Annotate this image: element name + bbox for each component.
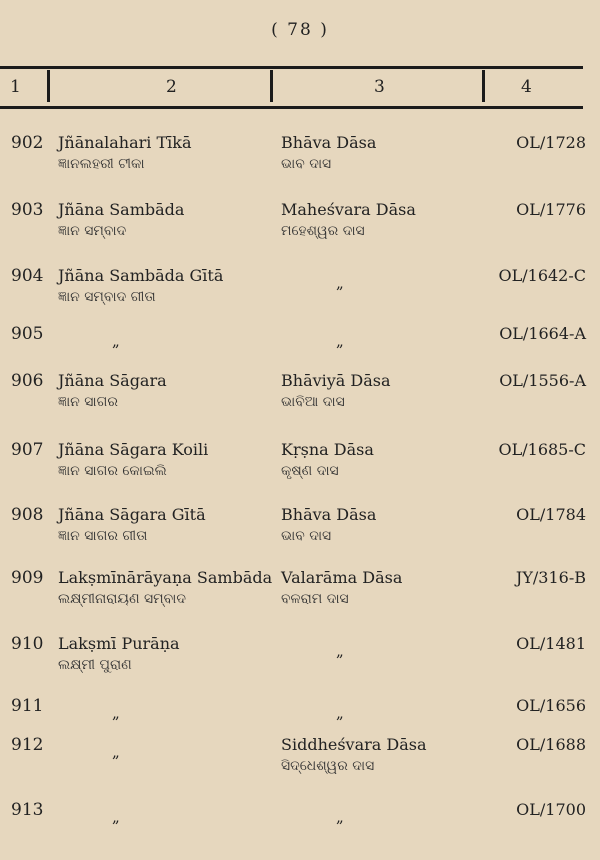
author-roman: Siddheśvara Dāsa bbox=[281, 735, 427, 754]
manuscript-reference: OL/1664-A bbox=[499, 324, 586, 343]
manuscript-reference: OL/1642-C bbox=[498, 266, 586, 285]
author-ditto-mark: „ bbox=[336, 332, 344, 350]
header-top-rule bbox=[0, 66, 583, 69]
title-odia: ଜ୍ଞାନ ସାଗର କୋଇଲି bbox=[58, 463, 167, 479]
author-odia: ସିଦ୍ଧେଶ୍ୱର ଦାସ bbox=[281, 758, 375, 774]
title-ditto-mark: „ bbox=[112, 808, 120, 826]
manuscript-reference: OL/1728 bbox=[516, 133, 586, 152]
manuscript-reference: OL/1656 bbox=[516, 696, 586, 715]
title-roman: Jñāna Sambāda Gītā bbox=[58, 266, 224, 285]
header-bottom-rule bbox=[0, 106, 583, 109]
catalogue-row bbox=[0, 200, 600, 260]
catalogue-row bbox=[0, 133, 600, 193]
column-header-1: 1 bbox=[10, 77, 21, 97]
author-roman: Bhāviyā Dāsa bbox=[281, 371, 391, 390]
manuscript-reference: OL/1784 bbox=[516, 505, 586, 524]
manuscript-reference: OL/1556-A bbox=[499, 371, 586, 390]
catalogue-row bbox=[0, 634, 600, 694]
entry-number: 905 bbox=[11, 324, 44, 344]
author-roman: Valarāma Dāsa bbox=[281, 568, 403, 587]
title-odia: ଲକ୍ଷ୍ମୀ ପୁରାଣ bbox=[58, 657, 132, 673]
manuscript-reference: OL/1688 bbox=[516, 735, 586, 754]
author-roman: Maheśvara Dāsa bbox=[281, 200, 416, 219]
title-odia: ଜ୍ଞାନଲହରୀ ଟୀକା bbox=[58, 156, 145, 172]
entry-number: 904 bbox=[11, 266, 44, 286]
catalogue-row bbox=[0, 371, 600, 431]
page-number: ( 78 ) bbox=[271, 20, 329, 40]
catalogue-row bbox=[0, 505, 600, 565]
title-odia: ଜ୍ଞାନ ସାଗର bbox=[58, 394, 118, 410]
title-roman: Jñāna Sambāda bbox=[58, 200, 185, 219]
manuscript-reference: OL/1776 bbox=[516, 200, 586, 219]
catalogue-row bbox=[0, 440, 600, 500]
title-roman: Jñānalahari Tīkā bbox=[58, 133, 192, 152]
title-roman: Jñāna Sāgara Gītā bbox=[58, 505, 206, 524]
manuscript-reference: JY/316-B bbox=[515, 568, 586, 587]
entry-number: 906 bbox=[11, 371, 44, 391]
entry-number: 909 bbox=[11, 568, 44, 588]
author-odia: ଭାବିଆ ଦାସ bbox=[281, 394, 345, 410]
manuscript-reference: OL/1481 bbox=[516, 634, 586, 653]
author-odia: ଭାବ ଦାସ bbox=[281, 156, 332, 172]
author-roman: Bhāva Dāsa bbox=[281, 133, 377, 152]
title-roman: Jñāna Sāgara Koili bbox=[58, 440, 209, 459]
title-ditto-mark: „ bbox=[112, 332, 120, 350]
entry-number: 902 bbox=[11, 133, 44, 153]
column-header-3: 3 bbox=[374, 77, 385, 97]
column-divider bbox=[482, 70, 485, 102]
column-divider bbox=[270, 70, 273, 102]
catalogue-row bbox=[0, 735, 600, 795]
title-odia: ଜ୍ଞାନ ସମ୍ବାଦ ଗୀତା bbox=[58, 289, 156, 305]
entry-number: 903 bbox=[11, 200, 44, 220]
author-roman: Bhāva Dāsa bbox=[281, 505, 377, 524]
title-roman: Lakṣmīnārāyaṇa Sambāda bbox=[58, 568, 273, 587]
manuscript-reference: OL/1685-C bbox=[498, 440, 586, 459]
entry-number: 910 bbox=[11, 634, 44, 654]
catalogue-row bbox=[0, 568, 600, 628]
author-odia: ବଳରାମ ଦାସ bbox=[281, 591, 349, 607]
column-divider bbox=[47, 70, 50, 102]
entry-number: 913 bbox=[11, 800, 44, 820]
column-header-4: 4 bbox=[521, 77, 532, 97]
entry-number: 912 bbox=[11, 735, 44, 755]
column-header-2: 2 bbox=[166, 77, 177, 97]
title-roman: Lakṣmī Purāṇa bbox=[58, 634, 180, 653]
catalogue-row bbox=[0, 800, 600, 860]
author-ditto-mark: „ bbox=[336, 642, 344, 660]
title-ditto-mark: „ bbox=[112, 704, 120, 722]
author-odia: କୃଷ୍ଣ ଦାସ bbox=[281, 463, 339, 479]
title-roman: Jñāna Sāgara bbox=[58, 371, 167, 390]
title-odia: ଜ୍ଞାନ ସାଗର ଗୀତା bbox=[58, 528, 148, 544]
manuscript-reference: OL/1700 bbox=[516, 800, 586, 819]
author-ditto-mark: „ bbox=[336, 704, 344, 722]
entry-number: 907 bbox=[11, 440, 44, 460]
author-ditto-mark: „ bbox=[336, 808, 344, 826]
author-ditto-mark: „ bbox=[336, 274, 344, 292]
author-odia: ମହେଶ୍ୱର ଦାସ bbox=[281, 223, 365, 239]
author-odia: ଭାବ ଦାସ bbox=[281, 528, 332, 544]
title-odia: ଲକ୍ଷ୍ମୀନାରାୟଣ ସମ୍ବାଦ bbox=[58, 591, 186, 607]
title-ditto-mark: „ bbox=[112, 743, 120, 761]
title-odia: ଜ୍ଞାନ ସମ୍ବାଦ bbox=[58, 223, 127, 239]
author-roman: Kṛṣna Dāsa bbox=[281, 440, 374, 459]
entry-number: 911 bbox=[11, 696, 44, 716]
catalogue-row bbox=[0, 266, 600, 326]
entry-number: 908 bbox=[11, 505, 44, 525]
